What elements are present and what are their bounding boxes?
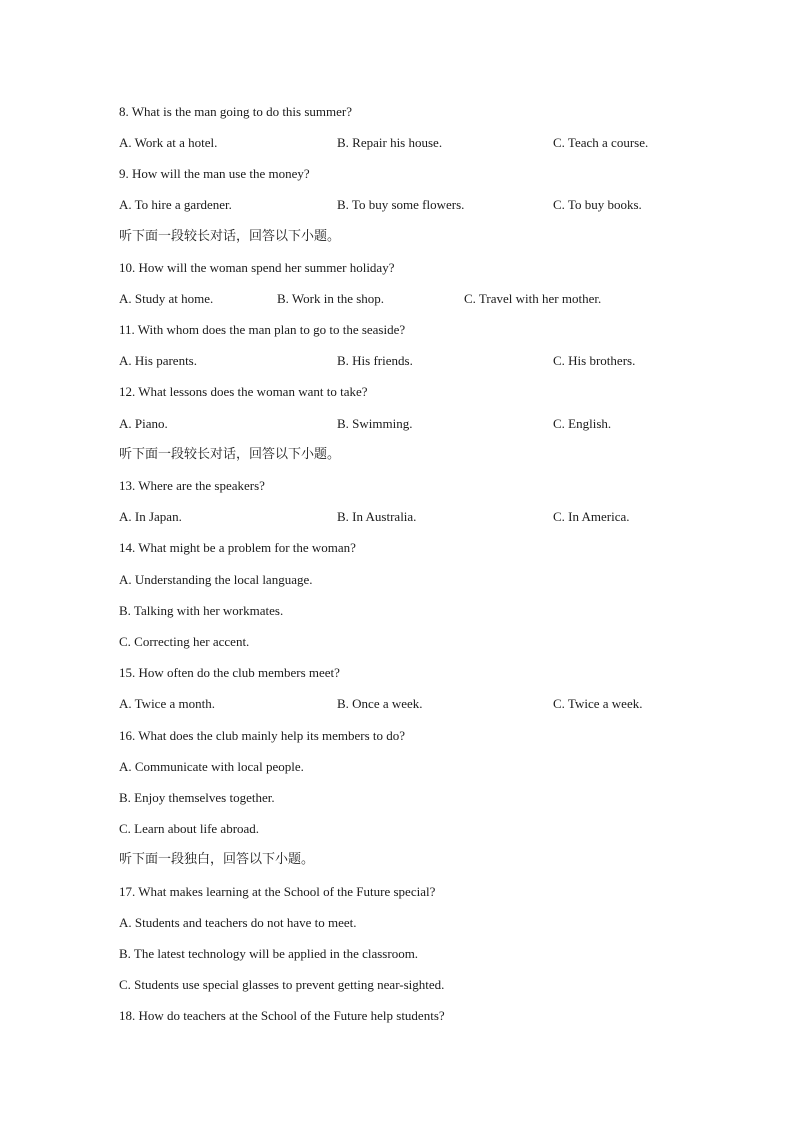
q8-option-b: B. Repair his house. <box>337 135 443 150</box>
q16-option-a: A. Communicate with local people. <box>119 759 304 774</box>
question-18: 18. How do teachers at the School of the Future help students? <box>119 1008 445 1023</box>
question-8: 8. What is the man going to do this summer? <box>119 104 353 119</box>
q10-option-b: B. Work in the shop. <box>277 291 385 306</box>
q14-option-a: A. Understanding the local language. <box>119 572 313 587</box>
q12-option-a: A. Piano. <box>119 416 168 431</box>
question-14: 14. What might be a problem for the woman? <box>119 540 356 555</box>
q14-option-b: B. Talking with her workmates. <box>119 603 284 618</box>
question-16: 16. What does the club mainly help its members to do? <box>119 728 406 743</box>
section-instruction: 听下面一段独白，回答以下小题。 <box>119 852 315 867</box>
q15-option-a: A. Twice a month. <box>119 696 215 711</box>
question-15: 15. How often do the club members meet? <box>119 665 340 680</box>
question-9: 9. How will the man use the money? <box>119 166 310 181</box>
q9-option-a: A. To hire a gardener. <box>119 197 232 212</box>
q17-option-c: C. Students use special glasses to prevent getting near-sighted. <box>119 977 445 992</box>
q15-option-c: C. Twice a week. <box>553 696 643 711</box>
question-17: 17. What makes learning at the School of the Future special? <box>119 884 436 899</box>
q11-option-c: C. His brothers. <box>553 353 636 368</box>
question-13: 13. Where are the speakers? <box>119 478 265 493</box>
section-instruction: 听下面一段较长对话，回答以下小题。 <box>119 447 341 462</box>
section-instruction: 听下面一段较长对话，回答以下小题。 <box>119 229 341 244</box>
q13-option-a: A. In Japan. <box>119 509 182 524</box>
q16-option-b: B. Enjoy themselves together. <box>119 790 275 805</box>
question-11: 11. With whom does the man plan to go to the seaside? <box>119 322 406 337</box>
q9-option-b: B. To buy some flowers. <box>337 197 465 212</box>
q11-option-a: A. His parents. <box>119 353 197 368</box>
question-12: 12. What lessons does the woman want to take? <box>119 384 368 399</box>
q17-option-a: A. Students and teachers do not have to meet. <box>119 915 357 930</box>
q9-option-c: C. To buy books. <box>553 197 642 212</box>
q12-option-b: B. Swimming. <box>337 416 413 431</box>
q12-option-c: C. English. <box>553 416 612 431</box>
q8-option-c: C. Teach a course. <box>553 135 649 150</box>
q8-option-a: A. Work at a hotel. <box>119 135 218 150</box>
q13-option-c: C. In America. <box>553 509 630 524</box>
q15-option-b: B. Once a week. <box>337 696 423 711</box>
q16-option-c: C. Learn about life abroad. <box>119 821 260 836</box>
question-10: 10. How will the woman spend her summer holiday? <box>119 260 395 275</box>
q14-option-c: C. Correcting her accent. <box>119 634 250 649</box>
q10-option-c: C. Travel with her mother. <box>464 291 602 306</box>
q13-option-b: B. In Australia. <box>337 509 417 524</box>
q17-option-b: B. The latest technology will be applied in the classroom. <box>119 946 419 961</box>
q10-option-a: A. Study at home. <box>119 291 214 306</box>
q11-option-b: B. His friends. <box>337 353 413 368</box>
